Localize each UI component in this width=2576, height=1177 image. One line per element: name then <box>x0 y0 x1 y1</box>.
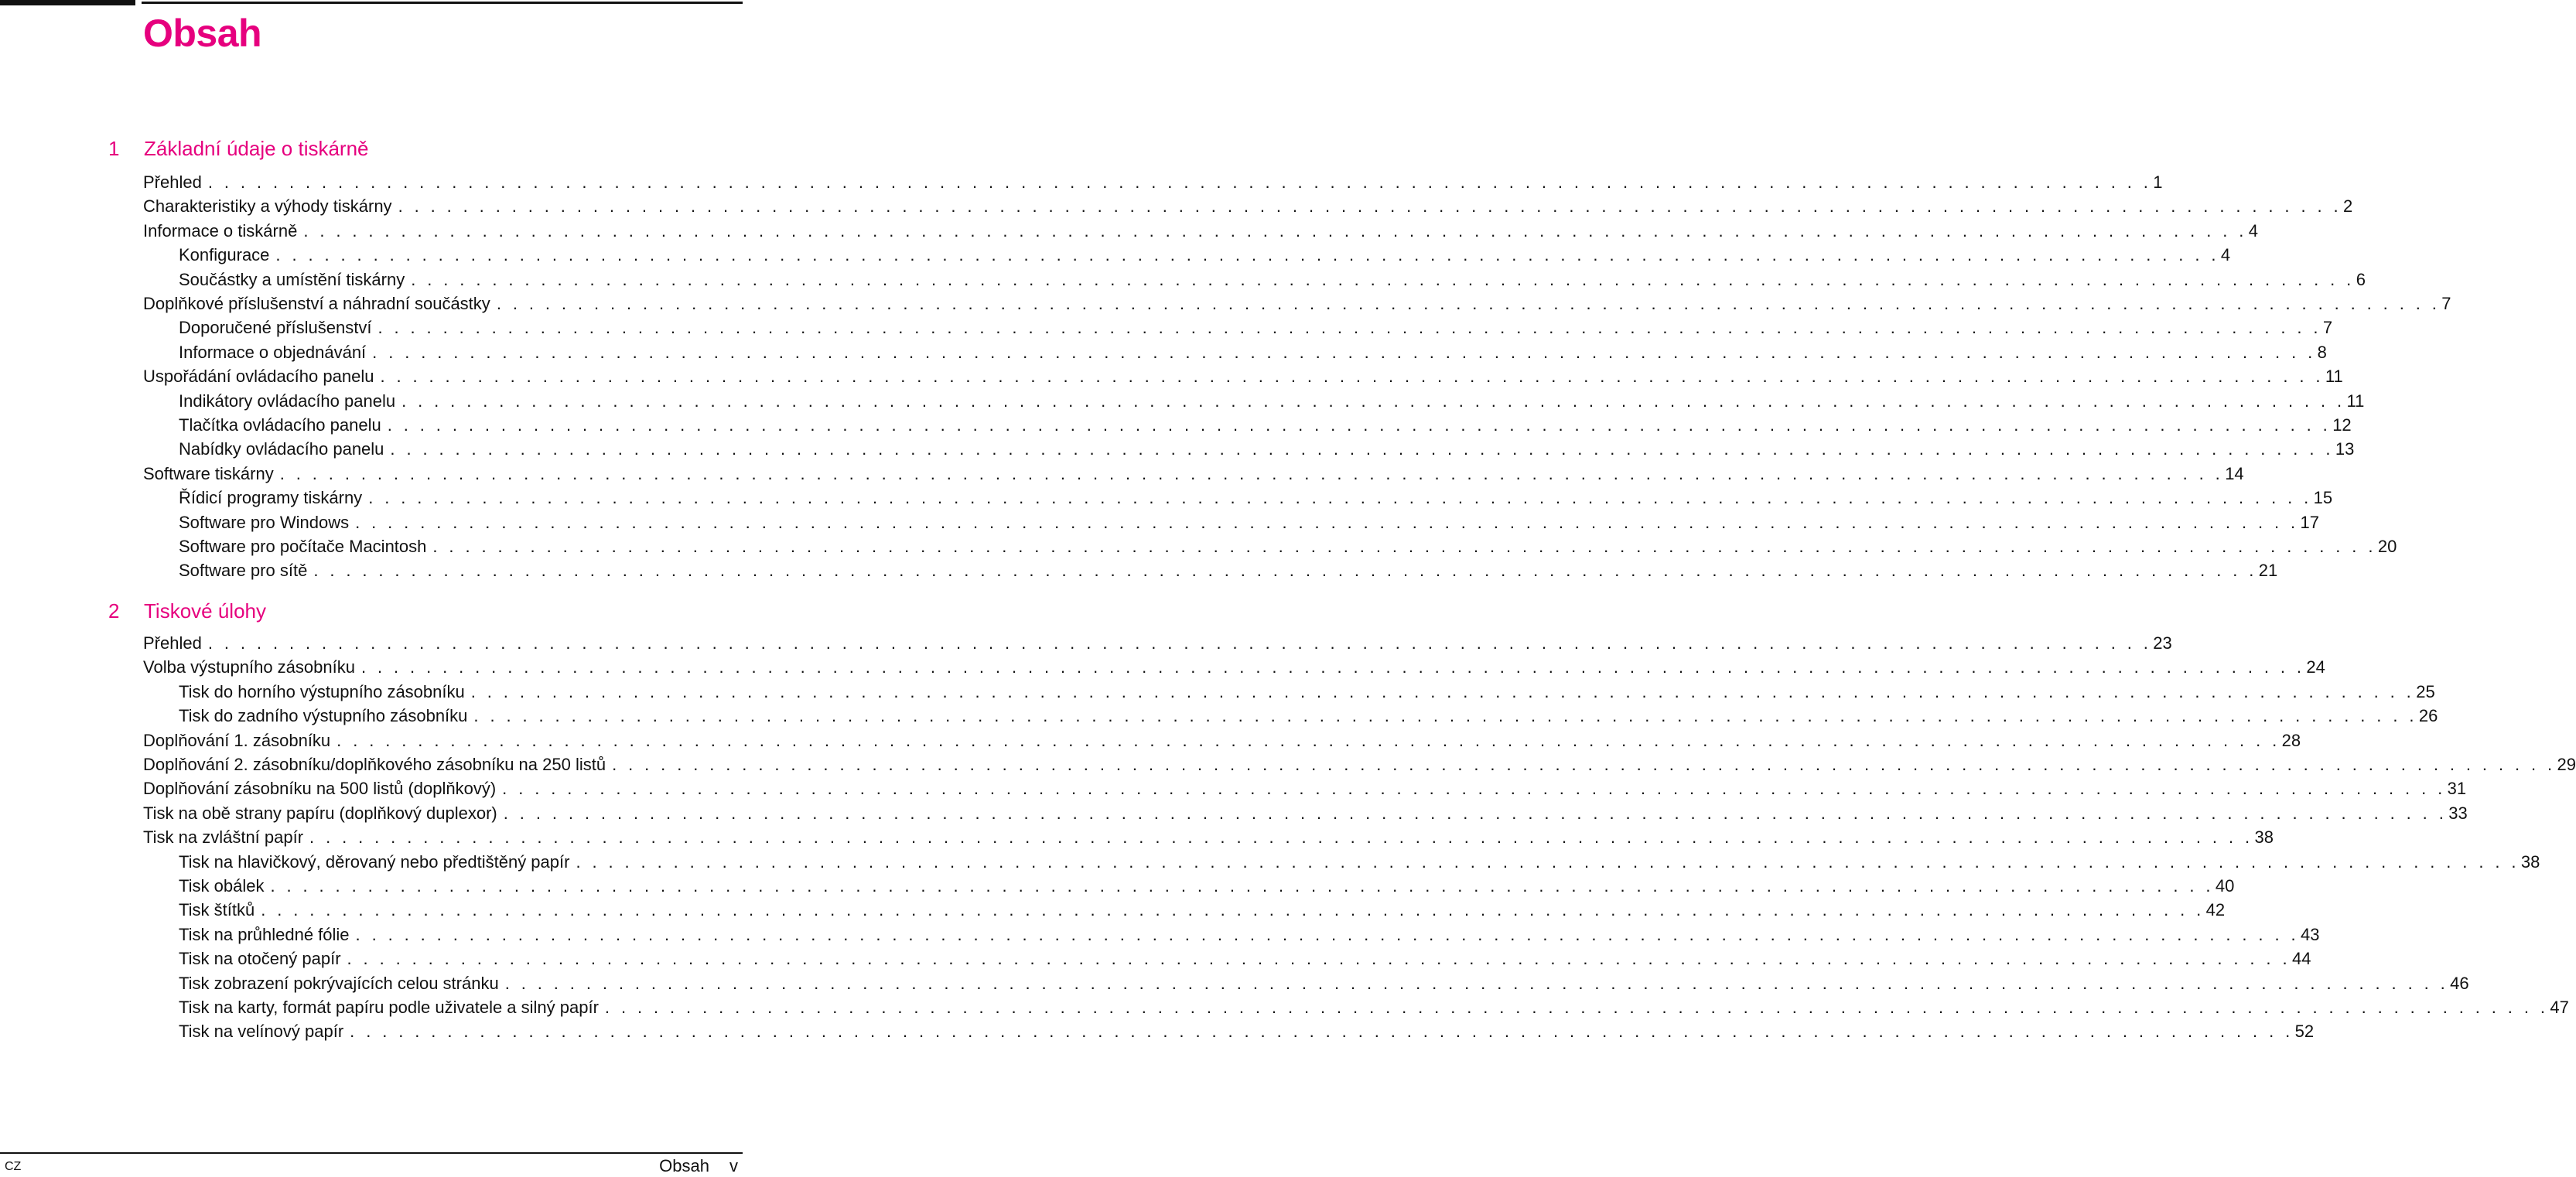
toc-entry-label: Tisk na velínový papír <box>179 1022 344 1042</box>
footer-page-info <box>659 1156 738 1176</box>
toc-entry-label: Tisk obálek <box>179 876 265 896</box>
toc-entry-label: Indikátory ovládacího panelu <box>179 391 396 411</box>
toc-page-number: 38 <box>2520 851 2540 872</box>
toc-entry-label: Uspořádání ovládacího panelu <box>143 367 374 387</box>
dot-leader: . . . . . . . . . . . . . . . . . . . . . . . . . . . . . . . . . . . . . . . . . . . . . . . . . . . . . . . . . . . . . . . . . . . . . . . . . . . . . . . . . . . . . . . . . . . . . . . . . . . . . . . . . . . . . . . . . . . . . . . . <box>368 488 2312 508</box>
footer-section: Obsah <box>659 1156 709 1175</box>
toc-page-number: 40 <box>2215 876 2235 896</box>
toc-subentry[interactable] <box>179 851 2540 874</box>
dot-leader: . . . . . . . . . . . . . . . . . . . . . . . . . . . . . . . . . . . . . . . . . . . . . . . . . . . . . . . . . . . . . . . . . . . . . . . . . . . . . . . . . . . . . . . . . . . . . . . . . . . . . . . . . . . . . . . . . . . . . . . . <box>380 367 2324 387</box>
toc-entry-label: Tisk do zadního výstupního zásobníku <box>179 706 468 726</box>
toc-subentry[interactable] <box>179 316 2333 339</box>
toc-entry[interactable] <box>143 777 2467 800</box>
toc-subentry[interactable] <box>179 704 2438 728</box>
toc-entry-label: Software pro Windows <box>179 512 350 532</box>
chapter-title: Tiskové úlohy <box>144 599 266 623</box>
dot-leader: . . . . . . . . . . . . . . . . . . . . . . . . . . . . . . . . . . . . . . . . . . . . . . . . . . . . . . . . . . . . . . . . . . . . . . . . . . . . . . . . . . . . . . . . . . . . . . . . . . . . . . . . . . . . . . . . . . . . . . . . <box>576 851 2520 872</box>
toc-page-number: 4 <box>2220 245 2231 265</box>
footer-rule <box>0 1152 743 1154</box>
toc-subentry[interactable] <box>179 414 2352 437</box>
toc-page-number: 20 <box>2377 537 2397 556</box>
toc-entry-label: Doplňkové příslušenství a náhradní součástky <box>143 294 490 313</box>
toc-page-number: 17 <box>2300 512 2320 532</box>
toc-entry-label: Tisk do horního výstupního zásobníku <box>179 681 465 701</box>
toc-entry[interactable] <box>143 195 2353 218</box>
dot-leader: . . . . . . . . . . . . . . . . . . . . . . . . . . . . . . . . . . . . . . . . . . . . . . . . . . . . . . . . . . . . . . . . . . . . . . . . . . . . . . . . . . . . . . . . . . . . . . . . . . . . . . . . . . . . . . . . . . . . . . . . <box>502 779 2446 799</box>
dot-leader: . . . . . . . . . . . . . . . . . . . . . . . . . . . . . . . . . . . . . . . . . . . . . . . . . . . . . . . . . . . . . . . . . . . . . . . . . . . . . . . . . . . . . . . . . . . . . . . . . . . . . . . . . . . . . . . . . . . . . . . . <box>347 949 2291 969</box>
toc-entry-label: Konfigurace <box>179 245 270 265</box>
toc-page-number: 11 <box>2325 367 2343 387</box>
toc-entry-label: Volba výstupního zásobníku <box>143 657 355 677</box>
toc-subentry[interactable] <box>179 1020 2315 1043</box>
page-title: Obsah <box>143 12 262 55</box>
toc-entry-label: Tisk štítků <box>179 900 255 920</box>
toc-subentry[interactable] <box>179 947 2311 971</box>
toc-subentry[interactable] <box>179 535 2397 558</box>
dot-leader: . . . . . . . . . . . . . . . . . . . . . . . . . . . . . . . . . . . . . . . . . . . . . . . . . . . . . . . . . . . . . . . . . . . . . . . . . . . . . . . . . . . . . . . . . . . . . . . . . . . . . . . . . . . . . . . . . . . . . . . . <box>411 269 2355 289</box>
toc-entry-label: Charakteristiky a výhody tiskárny <box>143 196 392 217</box>
toc-entry-label: Doplňování 2. zásobníku/doplňkového zásobníku na 250 listů <box>143 755 606 774</box>
toc-subentry[interactable] <box>179 390 2365 413</box>
toc-entry-label: Tisk na průhledné fólie <box>179 924 350 944</box>
dot-leader: . . . . . . . . . . . . . . . . . . . . . . . . . . . . . . . . . . . . . . . . . . . . . . . . . . . . . . . . . . . . . . . . . . . . . . . . . . . . . . . . . . . . . . . . . . . . . . . . . . . . . . . . . . . . . . . . . . . . . . . . <box>503 803 2448 823</box>
header-rule-right <box>142 2 743 4</box>
toc-page-number: 38 <box>2254 827 2274 848</box>
dot-leader: . . . . . . . . . . . . . . . . . . . . . . . . . . . . . . . . . . . . . . . . . . . . . . . . . . . . . . . . . . . . . . . . . . . . . . . . . . . . . . . . . . . . . . . . . . . . . . . . . . . . . . . . . . . . . . . . . . . . . . . . <box>473 706 2417 726</box>
toc-subentry[interactable] <box>179 341 2327 364</box>
toc-entry-label: Tisk na obě strany papíru (doplňkový duplexor) <box>143 803 497 823</box>
toc-page-number: 15 <box>2313 488 2333 508</box>
toc-subentry[interactable] <box>179 996 2569 1019</box>
toc-entry[interactable] <box>143 220 2259 243</box>
dot-leader: . . . . . . . . . . . . . . . . . . . . . . . . . . . . . . . . . . . . . . . . . . . . . . . . . . . . . . . . . . . . . . . . . . . . . . . . . . . . . . . . . . . . . . . . . . . . . . . . . . . . . . . . . . . . . . . . . . . . . . . . <box>378 318 2321 338</box>
chapter-title: Základní údaje o tiskárně <box>144 137 369 160</box>
footer-language: CZ <box>5 1160 22 1173</box>
dot-leader: . . . . . . . . . . . . . . . . . . . . . . . . . . . . . . . . . . . . . . . . . . . . . . . . . . . . . . . . . . . . . . . . . . . . . . . . . . . . . . . . . . . . . . . . . . . . . . . . . . . . . . . . . . . . . . . . . . . . . . . . <box>387 415 2332 435</box>
toc-entry-label: Doporučené příslušenství <box>179 318 372 338</box>
toc-page-number: 29 <box>2557 755 2576 774</box>
toc-subentry[interactable] <box>179 486 2333 510</box>
toc-entry-label: Software pro počítače Macintosh <box>179 537 427 556</box>
dot-leader: . . . . . . . . . . . . . . . . . . . . . . . . . . . . . . . . . . . . . . . . . . . . . . . . . . . . . . . . . . . . . . . . . . . . . . . . . . . . . . . . . . . . . . . . . . . . . . . . . . . . . . . . . . . . . . . . . . . . . . . . <box>496 294 2441 313</box>
toc-page-number: 24 <box>2306 657 2325 677</box>
toc-page-number: 46 <box>2450 973 2469 993</box>
dot-leader: . . . . . . . . . . . . . . . . . . . . . . . . . . . . . . . . . . . . . . . . . . . . . . . . . . . . . . . . . . . . . . . . . . . . . . . . . . . . . . . . . . . . . . . . . . . . . . . . . . . . . . . . . . . . . . . . . . . . . . . . <box>313 561 2257 581</box>
toc-entry-label: Tisk na karty, formát papíru podle uživatele a silný papír <box>179 998 599 1017</box>
dot-leader: . . . . . . . . . . . . . . . . . . . . . . . . . . . . . . . . . . . . . . . . . . . . . . . . . . . . . . . . . . . . . . . . . . . . . . . . . . . . . . . . . . . . . . . . . . . . . . . . . . . . . . . . . . . . . . . . . . . . . . . . <box>604 998 2549 1017</box>
dot-leader: . . . . . . . . . . . . . . . . . . . . . . . . . . . . . . . . . . . . . . . . . . . . . . . . . . . . . . . . . . . . . . . . . . . . . . . . . . . . . . . . . . . . . . . . . . . . . . . . . . . . . . . . . . . . . . . . . . . . . . . . <box>275 245 2219 265</box>
toc-subentry[interactable] <box>179 899 2226 922</box>
toc-entry-label: Doplňování zásobníku na 500 listů (doplňkový) <box>143 779 497 799</box>
toc-page-number: 8 <box>2317 342 2327 362</box>
toc-entry-label: Software pro sítě <box>179 561 308 581</box>
toc-page-number: 44 <box>2291 949 2311 969</box>
toc-entry[interactable] <box>143 656 2325 679</box>
toc-subentry[interactable] <box>179 972 2469 995</box>
toc-entry-label: Tlačítka ovládacího panelu <box>179 415 381 435</box>
dot-leader: . . . . . . . . . . . . . . . . . . . . . . . . . . . . . . . . . . . . . . . . . . . . . . . . . . . . . . . . . . . . . . . . . . . . . . . . . . . . . . . . . . . . . . . . . . . . . . . . . . . . . . . . . . . . . . . . . . . . . . . . <box>612 755 2556 774</box>
dot-leader: . . . . . . . . . . . . . . . . . . . . . . . . . . . . . . . . . . . . . . . . . . . . . . . . . . . . . . . . . . . . . . . . . . . . . . . . . . . . . . . . . . . . . . . . . . . . . . . . . . . . . . . . . . . . . . . . . . . . . . . . <box>432 537 2376 556</box>
toc-page-number: 21 <box>2258 561 2278 581</box>
toc-subentry[interactable] <box>179 244 2231 267</box>
toc-page-number: 43 <box>2301 924 2320 944</box>
toc-entry-label: Informace o tiskárně <box>143 220 298 241</box>
dot-leader: . . . . . . . . . . . . . . . . . . . . . . . . . . . . . . . . . . . . . . . . . . . . . . . . . . . . . . . . . . . . . . . . . . . . . . . . . . . . . . . . . . . . . . . . . . . . . . . . . . . . . . . . . . . . . . . . . . . . . . . . <box>207 172 2152 192</box>
toc-entry-label: Informace o objednávání <box>179 342 367 362</box>
chapter-number: 1 <box>108 137 120 160</box>
toc-entry[interactable] <box>143 365 2343 388</box>
dot-leader: . . . . . . . . . . . . . . . . . . . . . . . . . . . . . . . . . . . . . . . . . . . . . . . . . . . . . . . . . . . . . . . . . . . . . . . . . . . . . . . . . . . . . . . . . . . . . . . . . . . . . . . . . . . . . . . . . . . . . . . . <box>207 633 2152 653</box>
toc-subentry[interactable] <box>179 438 2355 461</box>
toc-entry-label: Tisk zobrazení pokrývajících celou stránku <box>179 973 499 993</box>
toc-entry-label: Software tiskárny <box>143 463 274 483</box>
dot-leader: . . . . . . . . . . . . . . . . . . . . . . . . . . . . . . . . . . . . . . . . . . . . . . . . . . . . . . . . . . . . . . . . . . . . . . . . . . . . . . . . . . . . . . . . . . . . . . . . . . . . . . . . . . . . . . . . . . . . . . . . <box>360 657 2305 677</box>
toc-entry[interactable] <box>143 292 2451 316</box>
toc-subentry[interactable] <box>179 875 2235 898</box>
toc-entry-label: Tisk na otočený papír <box>179 949 341 969</box>
toc-entry-label: Tisk na zvláštní papír <box>143 827 304 848</box>
toc-subentry[interactable] <box>179 511 2320 534</box>
dot-leader: . . . . . . . . . . . . . . . . . . . . . . . . . . . . . . . . . . . . . . . . . . . . . . . . . . . . . . . . . . . . . . . . . . . . . . . . . . . . . . . . . . . . . . . . . . . . . . . . . . . . . . . . . . . . . . . . . . . . . . . . <box>303 220 2247 241</box>
toc-entry-label: Přehled <box>143 172 202 192</box>
toc-page-number: 52 <box>2294 1022 2315 1042</box>
toc-page-number: 13 <box>2335 439 2355 459</box>
toc-entry-label: Přehled <box>143 633 202 653</box>
toc-page-number: 26 <box>2418 706 2438 726</box>
toc-page-number: 25 <box>2416 681 2435 701</box>
toc-subentry[interactable] <box>179 681 2435 704</box>
toc-page-number: 23 <box>2153 633 2172 653</box>
toc-entry-label: Tisk na hlavičkový, děrovaný nebo předtištěný papír <box>179 851 570 872</box>
toc-subentry[interactable] <box>179 268 2366 292</box>
chapter-number: 2 <box>108 599 120 623</box>
toc-entry[interactable] <box>143 632 2172 655</box>
toc-page-number: 28 <box>2281 730 2301 750</box>
toc-page-number: 42 <box>2205 900 2226 920</box>
dot-leader: . . . . . . . . . . . . . . . . . . . . . . . . . . . . . . . . . . . . . . . . . . . . . . . . . . . . . . . . . . . . . . . . . . . . . . . . . . . . . . . . . . . . . . . . . . . . . . . . . . . . . . . . . . . . . . . . . . . . . . . . <box>390 439 2334 459</box>
toc-entry-label: Doplňování 1. zásobníku <box>143 730 331 750</box>
toc-entry[interactable] <box>143 826 2274 849</box>
dot-leader: . . . . . . . . . . . . . . . . . . . . . . . . . . . . . . . . . . . . . . . . . . . . . . . . . . . . . . . . . . . . . . . . . . . . . . . . . . . . . . . . . . . . . . . . . . . . . . . . . . . . . . . . . . . . . . . . . . . . . . . . <box>261 900 2205 920</box>
dot-leader: . . . . . . . . . . . . . . . . . . . . . . . . . . . . . . . . . . . . . . . . . . . . . . . . . . . . . . . . . . . . . . . . . . . . . . . . . . . . . . . . . . . . . . . . . . . . . . . . . . . . . . . . . . . . . . . . . . . . . . . . <box>470 681 2415 701</box>
toc-entry-label: Nabídky ovládacího panelu <box>179 439 384 459</box>
toc-page-number: 2 <box>2343 196 2353 217</box>
dot-leader: . . . . . . . . . . . . . . . . . . . . . . . . . . . . . . . . . . . . . . . . . . . . . . . . . . . . . . . . . . . . . . . . . . . . . . . . . . . . . . . . . . . . . . . . . . . . . . . . . . . . . . . . . . . . . . . . . . . . . . . . <box>309 827 2253 848</box>
header-rule-left <box>0 0 135 5</box>
dot-leader: . . . . . . . . . . . . . . . . . . . . . . . . . . . . . . . . . . . . . . . . . . . . . . . . . . . . . . . . . . . . . . . . . . . . . . . . . . . . . . . . . . . . . . . . . . . . . . . . . . . . . . . . . . . . . . . . . . . . . . . . <box>504 973 2449 993</box>
dot-leader: . . . . . . . . . . . . . . . . . . . . . . . . . . . . . . . . . . . . . . . . . . . . . . . . . . . . . . . . . . . . . . . . . . . . . . . . . . . . . . . . . . . . . . . . . . . . . . . . . . . . . . . . . . . . . . . . . . . . . . . . <box>350 1022 2294 1042</box>
toc-page-number: 1 <box>2153 172 2163 192</box>
toc-page-number: 47 <box>2550 998 2569 1017</box>
toc-page-number: 11 <box>2346 391 2365 411</box>
dot-leader: . . . . . . . . . . . . . . . . . . . . . . . . . . . . . . . . . . . . . . . . . . . . . . . . . . . . . . . . . . . . . . . . . . . . . . . . . . . . . . . . . . . . . . . . . . . . . . . . . . . . . . . . . . . . . . . . . . . . . . . . <box>372 342 2316 362</box>
toc-entry[interactable] <box>143 802 2468 825</box>
toc-page-number: 7 <box>2322 318 2333 338</box>
dot-leader: . . . . . . . . . . . . . . . . . . . . . . . . . . . . . . . . . . . . . . . . . . . . . . . . . . . . . . . . . . . . . . . . . . . . . . . . . . . . . . . . . . . . . . . . . . . . . . . . . . . . . . . . . . . . . . . . . . . . . . . . <box>355 924 2299 944</box>
dot-leader: . . . . . . . . . . . . . . . . . . . . . . . . . . . . . . . . . . . . . . . . . . . . . . . . . . . . . . . . . . . . . . . . . . . . . . . . . . . . . . . . . . . . . . . . . . . . . . . . . . . . . . . . . . . . . . . . . . . . . . . . <box>398 196 2342 217</box>
toc-entry[interactable] <box>143 462 2244 486</box>
toc-entry[interactable] <box>143 729 2301 752</box>
dot-leader: . . . . . . . . . . . . . . . . . . . . . . . . . . . . . . . . . . . . . . . . . . . . . . . . . . . . . . . . . . . . . . . . . . . . . . . . . . . . . . . . . . . . . . . . . . . . . . . . . . . . . . . . . . . . . . . . . . . . . . . . <box>337 730 2280 750</box>
toc-entry[interactable] <box>143 753 2576 776</box>
toc-page-number: 4 <box>2248 220 2259 241</box>
dot-leader: . . . . . . . . . . . . . . . . . . . . . . . . . . . . . . . . . . . . . . . . . . . . . . . . . . . . . . . . . . . . . . . . . . . . . . . . . . . . . . . . . . . . . . . . . . . . . . . . . . . . . . . . . . . . . . . . . . . . . . . . <box>355 512 2299 532</box>
dot-leader: . . . . . . . . . . . . . . . . . . . . . . . . . . . . . . . . . . . . . . . . . . . . . . . . . . . . . . . . . . . . . . . . . . . . . . . . . . . . . . . . . . . . . . . . . . . . . . . . . . . . . . . . . . . . . . . . . . . . . . . . <box>401 391 2345 411</box>
toc-page-number: 6 <box>2356 269 2366 289</box>
toc-page-number: 7 <box>2441 294 2451 313</box>
toc-entry-label: Součástky a umístění tiskárny <box>179 269 405 289</box>
toc-entry-label: Řídicí programy tiskárny <box>179 488 363 508</box>
toc-page-number: 12 <box>2332 415 2352 435</box>
footer-page-number: v <box>729 1156 738 1175</box>
toc-entry[interactable] <box>143 171 2163 194</box>
dot-leader: . . . . . . . . . . . . . . . . . . . . . . . . . . . . . . . . . . . . . . . . . . . . . . . . . . . . . . . . . . . . . . . . . . . . . . . . . . . . . . . . . . . . . . . . . . . . . . . . . . . . . . . . . . . . . . . . . . . . . . . . <box>270 876 2214 896</box>
toc-page-number: 33 <box>2448 803 2468 823</box>
toc-subentry[interactable] <box>179 923 2320 947</box>
toc-page-number: 14 <box>2225 463 2244 483</box>
toc-page-number: 31 <box>2447 779 2467 799</box>
dot-leader: . . . . . . . . . . . . . . . . . . . . . . . . . . . . . . . . . . . . . . . . . . . . . . . . . . . . . . . . . . . . . . . . . . . . . . . . . . . . . . . . . . . . . . . . . . . . . . . . . . . . . . . . . . . . . . . . . . . . . . . . <box>279 463 2224 483</box>
toc-subentry[interactable] <box>179 559 2278 582</box>
